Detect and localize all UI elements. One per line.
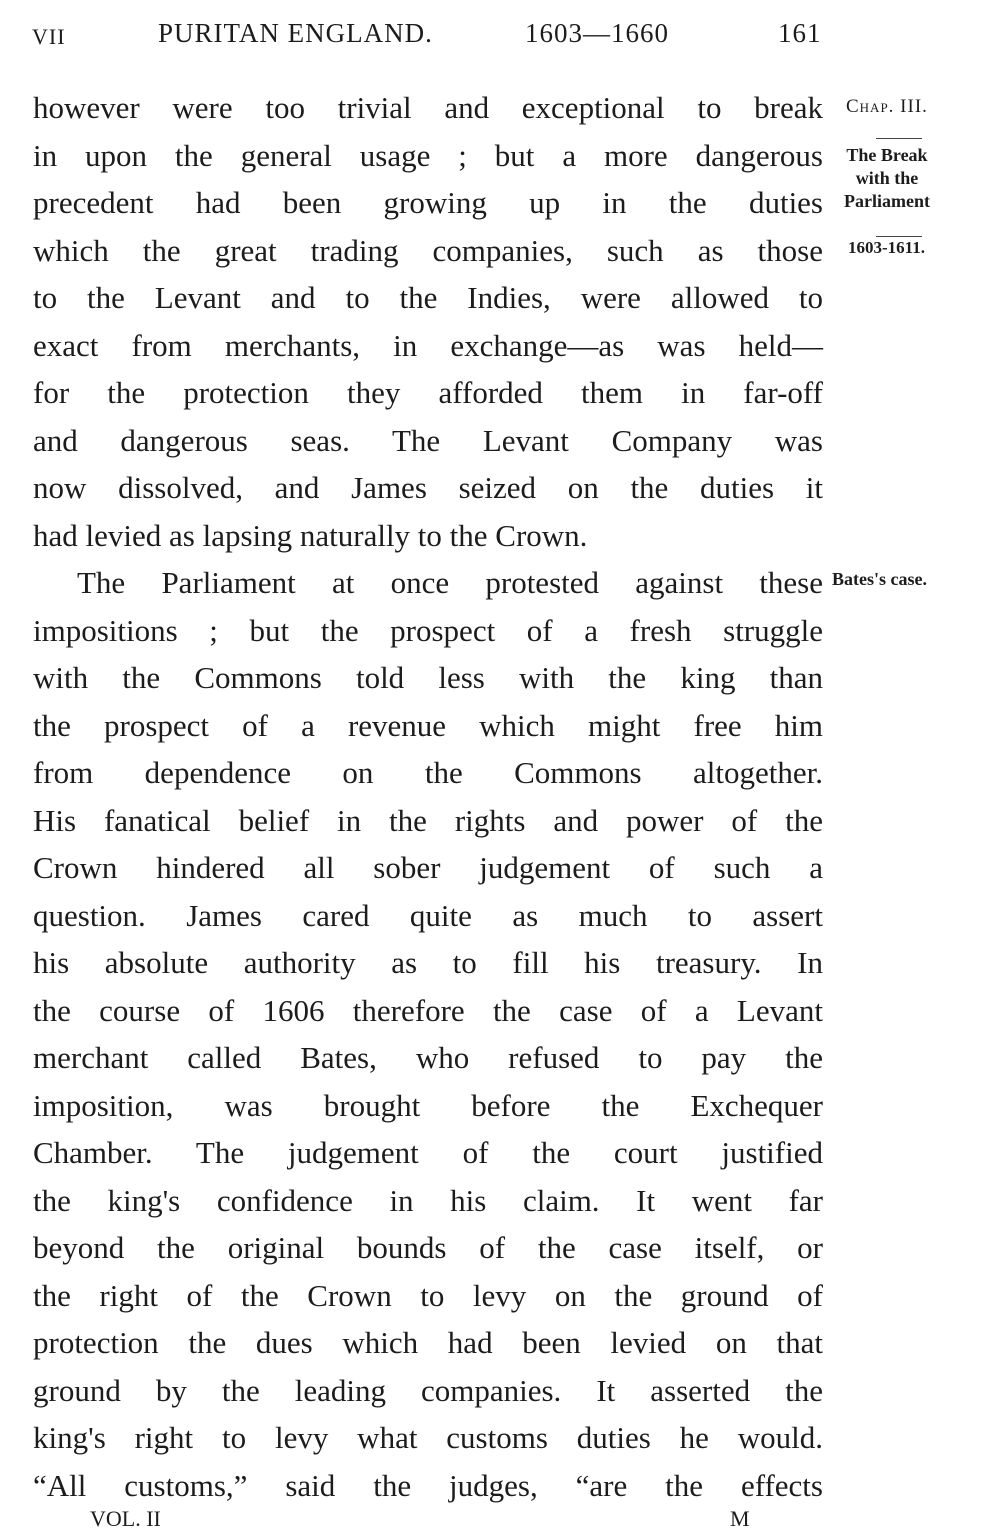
text-line: imposition, was brought before the Exchequer <box>33 1087 823 1123</box>
text-line: protection the dues which had been levied on that <box>33 1325 823 1360</box>
topic-note-line: Parliament <box>844 191 930 211</box>
footer-signature: VOL. II <box>90 1506 161 1531</box>
text-line: in upon the general usage ; but a more dangerous <box>33 137 823 173</box>
text-line: for the protection they afforded them in far-off <box>33 375 823 410</box>
chapter-note: Chap. III. <box>846 96 928 117</box>
text-line: the prospect of a revenue which might free him <box>33 707 823 743</box>
text-line: to the Levant and to the Indies, were allowed to <box>33 280 823 315</box>
page-number: 161 <box>778 18 822 48</box>
text-line: Crown hindered all sober judgement of such a <box>33 850 823 885</box>
topic-note-line: with the <box>855 168 919 188</box>
text-line: beyond the original bounds of the case itself, or <box>33 1230 823 1265</box>
text-line: merchant called Bates, who refused to pay the <box>33 1040 823 1075</box>
text-line: had levied as lapsing naturally to the Crown. <box>33 517 588 553</box>
text-line: “All customs,” said the judges, “are the effects <box>33 1467 823 1503</box>
topic-note-line: The Break <box>846 145 928 165</box>
text-line: The Parliament at once protested against these <box>77 565 823 600</box>
text-line: the course of 1606 therefore the case of a Levant <box>33 992 823 1028</box>
running-years: 1603—1660 <box>525 18 669 48</box>
text-line: His fanatical belief in the rights and power of the <box>33 802 823 838</box>
text-line: Chamber. The judgement of the court justified <box>33 1135 823 1170</box>
text-line: the right of the Crown to levy on the ground of <box>33 1277 823 1313</box>
topic-note <box>844 144 930 213</box>
text-line: and dangerous seas. The Levant Company was <box>33 422 823 458</box>
bates-case-note: Bates's case. <box>832 569 927 589</box>
text-line: which the great trading companies, such as those <box>33 232 823 268</box>
note-divider <box>876 236 922 237</box>
note-divider <box>876 138 922 139</box>
text-line: with the Commons told less with the king than <box>33 660 823 695</box>
text-line: now dissolved, and James seized on the duties it <box>33 470 823 505</box>
body-text <box>33 84 823 1509</box>
running-title: PURITAN ENGLAND. <box>158 18 433 48</box>
text-line: question. James cared quite as much to assert <box>33 897 823 933</box>
text-line: king's right to levy what customs duties he would. <box>33 1420 823 1455</box>
text-line: his absolute authority as to fill his treasury. In <box>33 945 823 980</box>
text-line: impositions ; but the prospect of a fresh struggle <box>33 612 823 648</box>
text-line: ground by the leading companies. It asserted the <box>33 1372 823 1408</box>
text-line: from dependence on the Commons altogether. <box>33 755 823 790</box>
page-footer <box>60 1506 820 1531</box>
section-number: VII <box>32 24 66 49</box>
footer-mark: M <box>730 1506 750 1531</box>
text-line: the king's confidence in his claim. It went far <box>33 1182 823 1218</box>
text-line: however were too trivial and exceptional to break <box>33 90 823 125</box>
text-line: exact from merchants, in exchange—as was held— <box>33 327 823 363</box>
running-header <box>30 18 830 58</box>
text-line: precedent had been growing up in the duties <box>33 185 823 220</box>
date-range-note: 1603-1611. <box>848 238 925 257</box>
